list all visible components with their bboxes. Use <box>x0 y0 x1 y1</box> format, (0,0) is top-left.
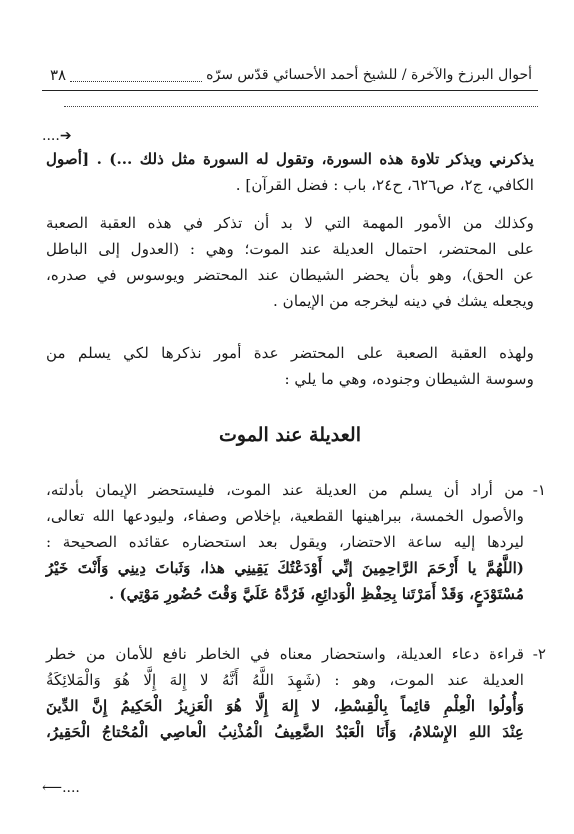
continuation-marker-bottom: ⟵.... <box>42 780 80 796</box>
list-item-1 <box>46 477 546 607</box>
page-number: ٣٨ <box>50 66 67 84</box>
arrow-right-icon: ➔ <box>59 128 72 144</box>
text-line: يذكرني ويذكر تلاوة هذه السورة، وتقول له السورة مثل ذلك ...) . [أصول <box>46 150 534 168</box>
text-line: ليردها إليه ساعة الاحتضار، ويقول بعد استحضاره عقائده الصحيحة : <box>46 533 524 551</box>
header-title: أحوال البرزخ والآخرة / للشيخ أحمد الأحسائي قدّس سرّه <box>206 67 532 83</box>
text-line: وَأُولُوا الْعِلْمِ قائِماً بِالْقِسْطِ، لا إِلهَ إِلَّا هُوَ الْعَزِيزُ الْحَكِيمُ إِنَّ الدِّينَ <box>46 697 524 715</box>
text-line: ولهذه العقبة الصعبة على المحتضر عدة أمور نذكرها لكي يسلم من <box>46 344 534 362</box>
text-line: وسوسة الشيطان وجنوده، وهي ما يلي : <box>284 370 534 388</box>
text-line: والأصول الخمسة، ببراهينها القطعية، بإخلاص وصفاء، وليودعها الله تعالى، <box>46 507 524 525</box>
text-line: قراءة دعاء العديلة، واستحضار معناه في الخاطر نافع للأمان من خطر <box>46 645 524 663</box>
text-line: (اللَّهُمَّ يا أَرْحَمَ الرَّاحِمِينَ إنِّي أَوْدَعْتُكَ يَقِينِي هذا، وَثَباتَ دِينِي وَأَنْتَ خَيْرُ <box>46 559 524 577</box>
running-header <box>42 64 538 86</box>
text-line: مُسْتَوْدَعٍ، وَقَدْ أَمَرْتَنا بِحِفْظِ الْوَدائِعِ، فَرُدَّهُ عَلَيَّ وَقْتَ حُضُورِ مَوْتِي) . <box>108 585 524 603</box>
text-line: عن الحق)، وهو بأن يحضر الشيطان عند المحتضر ويوسوس في صدره، <box>46 266 534 284</box>
text-line: من أراد أن يسلم من العديلة عند الموت، فليستحضر الإيمان بأدلته، <box>46 481 524 499</box>
header-leader-dots <box>70 69 202 82</box>
arrow-left-icon: ⟵ <box>42 780 63 796</box>
list-item-2 <box>46 641 546 745</box>
text-line: العديلة عند الموت، وهو : (شَهِدَ اللَّهُ أَنَّهُ لا إِلهَ إِلَّا هُوَ وَالْمَلائِكَةُ <box>46 671 524 689</box>
paragraph-3 <box>46 340 534 392</box>
text-line: وكذلك من الأمور المهمة التي لا بد أن تذكر في هذه العقبة الصعبة <box>46 214 534 232</box>
text-line: عِنْدَ اللهِ الإِسْلامُ، وَأَنَا الْعَبْدُ الضَّعِيفُ الْمُذْنِبُ الْعاصِي الْمُحْتاجُ الْحَقِيرُ، <box>46 723 524 741</box>
text-line: الكافي، ج٢، ص٦٢٦، ح٢٤، باب : فضل القرآن] . <box>235 176 534 194</box>
paragraph-1 <box>46 146 534 198</box>
item-number: ١- <box>532 481 546 499</box>
item-number: ٢- <box>532 645 546 663</box>
continuation-marker-top: ....➔ <box>42 128 72 144</box>
text-line: على المحتضر، احتمال العديلة عند الموت؛ وهي : (العدول إلى الباطل <box>46 240 534 258</box>
text-line: ويجعله يشك في دينه ليخرجه من الإيمان . <box>273 292 534 310</box>
paragraph-2 <box>46 210 534 314</box>
section-heading: العديلة عند الموت <box>219 424 361 446</box>
header-dotted-rule <box>64 106 538 107</box>
header-rule <box>42 90 538 91</box>
